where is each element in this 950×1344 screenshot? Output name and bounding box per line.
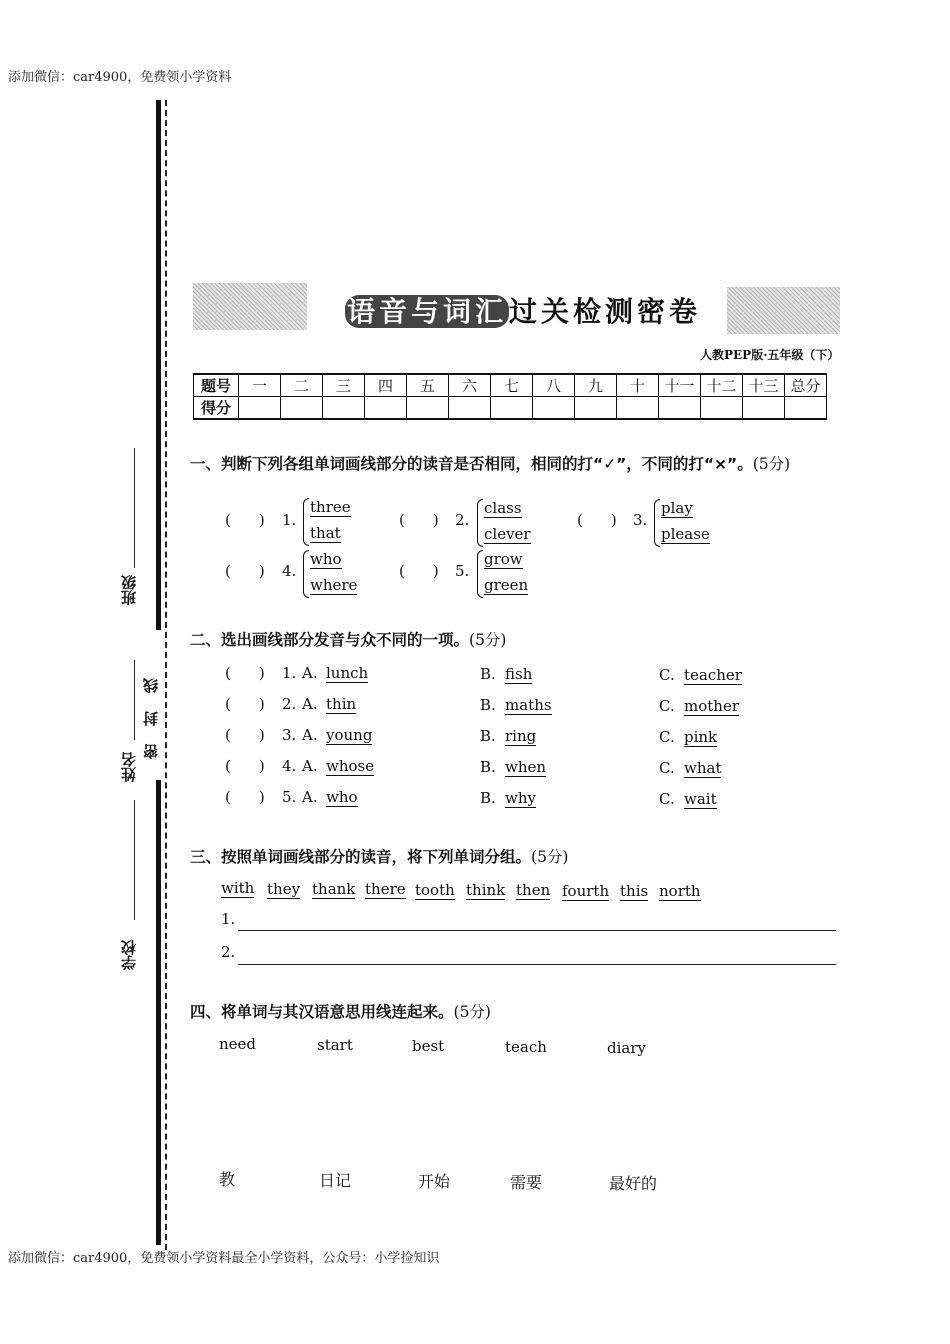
score-col: 十一 [659, 374, 701, 397]
answer-paren[interactable] [225, 695, 265, 713]
title-rest: 过关检测密卷 [509, 295, 702, 328]
answer-paren[interactable] [577, 511, 617, 529]
s2-option-b [505, 758, 546, 776]
paren-open: ( [225, 757, 231, 775]
s1-word-b [479, 521, 531, 547]
score-col: 十三 [743, 374, 785, 397]
s1-word-a [479, 546, 528, 572]
paren-close: ) [258, 562, 265, 580]
score-table [193, 373, 827, 420]
s2-option-c [684, 759, 721, 777]
score-cell[interactable] [575, 397, 617, 420]
score-col: 二 [281, 374, 323, 397]
s2-label-c: C. [659, 759, 675, 777]
s2-option-b-text: ring [505, 727, 537, 745]
score-cell[interactable] [449, 397, 491, 420]
s1-word-pair [656, 495, 710, 547]
score-cell[interactable] [239, 397, 281, 420]
name-label: 姓名 [120, 752, 138, 782]
section2-title-text: 二、选出画线部分发音与众不同的一项。 [190, 631, 470, 649]
s3-answer-line-2[interactable] [238, 964, 836, 965]
score-cell[interactable] [491, 397, 533, 420]
s1-word-a [479, 495, 531, 521]
brace-icon [654, 499, 660, 547]
name-blank[interactable] [134, 660, 135, 740]
section1-title [190, 452, 790, 474]
score-cell[interactable] [785, 397, 827, 420]
s2-option-c-text: pink [684, 728, 718, 746]
score-cell[interactable] [743, 397, 785, 420]
brace-icon [303, 550, 309, 598]
s4-chinese-word[interactable]: 需要 [510, 1173, 543, 1192]
score-col: 一 [239, 374, 281, 397]
score-cell[interactable] [323, 397, 365, 420]
s1-word-b [305, 520, 351, 546]
paren-open: ( [225, 511, 231, 529]
s2-option-a [326, 695, 356, 713]
paren-open: ( [577, 511, 583, 529]
s2-option-b [505, 665, 532, 683]
score-col: 六 [449, 374, 491, 397]
s1-word-b-text: green [484, 576, 529, 594]
answer-paren[interactable] [225, 562, 265, 580]
section4-title [190, 1000, 491, 1022]
s2-label-c: C. [659, 666, 675, 684]
s2-option-a [326, 726, 372, 744]
answer-paren[interactable] [225, 726, 265, 744]
school-blank[interactable] [134, 800, 135, 920]
score-col: 三 [323, 374, 365, 397]
s1-word-a-text: play [661, 499, 693, 517]
s1-word-pair [305, 546, 357, 598]
s2-option-c-text: what [684, 759, 722, 777]
section2-points: (5分) [469, 631, 507, 649]
score-cell[interactable] [281, 397, 323, 420]
s1-item-number: 4. [282, 562, 297, 580]
answer-paren[interactable] [225, 664, 265, 682]
s3-word: think [466, 881, 506, 899]
score-col: 七 [491, 374, 533, 397]
paren-open: ( [225, 664, 231, 682]
s2-label-a: A. [302, 788, 318, 806]
s2-option-a-text: young [326, 726, 373, 744]
answer-paren[interactable] [399, 511, 439, 529]
s2-item-number: 3. [282, 726, 297, 744]
binding-line-bottom [156, 780, 161, 1245]
score-col-total: 总分 [785, 374, 827, 397]
s4-english-word[interactable]: start [317, 1036, 353, 1054]
s2-item-number: 2. [282, 695, 297, 713]
paren-close: ) [258, 726, 265, 744]
seal-label: 密封线 [142, 660, 160, 759]
paren-close: ) [258, 664, 265, 682]
section1-points: (5分) [752, 455, 791, 473]
title-highlight: 语音与词汇 [347, 295, 508, 328]
s2-option-b-text: when [505, 758, 547, 776]
s4-english-word[interactable]: best [412, 1037, 445, 1055]
score-col: 五 [407, 374, 449, 397]
s2-label-b: B. [480, 727, 496, 745]
s1-word-b-text: please [661, 525, 710, 543]
s1-item-number: 2. [455, 511, 470, 529]
s2-label-c: C. [659, 790, 675, 808]
s2-option-b-text: why [505, 789, 536, 807]
s3-line-number: 2. [221, 943, 236, 961]
section4-title-text: 四、将单词与其汉语意思用线连起来。 [190, 1003, 454, 1021]
watermark-top: 添加微信：car4900，免费领小学资料 [8, 70, 232, 85]
s2-label-b: B. [480, 696, 496, 714]
score-cell[interactable] [659, 397, 701, 420]
header-texture-left [193, 283, 307, 330]
s2-item-number: 4. [282, 757, 297, 775]
score-col: 九 [575, 374, 617, 397]
s1-word-a-text: who [310, 550, 342, 568]
s2-label-a: A. [302, 726, 318, 744]
s2-option-c-text: mother [684, 697, 739, 715]
s2-option-b-text: fish [505, 665, 533, 683]
s2-item-number: 1. [282, 664, 297, 682]
s1-word-a [656, 495, 710, 521]
s2-option-c [684, 666, 742, 684]
s3-word: tooth [415, 881, 455, 899]
s1-word-pair [479, 546, 528, 598]
score-cell[interactable] [701, 397, 743, 420]
section4-points: (5分) [453, 1003, 491, 1021]
s2-label-b: B. [480, 758, 496, 776]
s4-english-word[interactable]: diary [607, 1039, 646, 1057]
paren-close: ) [610, 511, 617, 529]
s3-word: with [221, 879, 255, 897]
answer-paren[interactable] [225, 757, 265, 775]
s2-item-number: 5. [282, 788, 297, 806]
s1-word-b-text: clever [484, 525, 531, 543]
s2-label-b: B. [480, 665, 496, 683]
binding-line-top [156, 100, 161, 630]
s2-option-a [326, 757, 374, 775]
paren-open: ( [225, 562, 231, 580]
s3-line-number: 1. [221, 910, 236, 928]
paren-open: ( [225, 726, 231, 744]
s3-word: they [267, 880, 301, 898]
score-row-label: 题号 [194, 374, 239, 397]
score-col: 十 [617, 374, 659, 397]
s2-label-c: C. [659, 697, 675, 715]
s2-option-b-text: maths [505, 696, 552, 714]
s2-option-b [505, 727, 536, 745]
score-row-label: 得分 [194, 397, 239, 420]
s1-word-a [305, 546, 357, 572]
s4-english-word[interactable]: need [219, 1035, 257, 1053]
score-cell[interactable] [533, 397, 575, 420]
answer-paren[interactable] [399, 562, 439, 580]
watermark-bottom: 添加微信：car4900，免费领小学资料最全小学资料，公众号：小学捡知识 [8, 1251, 440, 1266]
s2-option-a-text: lunch [326, 664, 369, 682]
brace-icon [303, 498, 309, 546]
s3-word: then [516, 881, 551, 899]
paren-close: ) [258, 511, 265, 529]
s2-option-a [326, 788, 358, 806]
s2-label-a: A. [302, 664, 318, 682]
s2-label-a: A. [302, 695, 318, 713]
s1-word-b [479, 572, 528, 598]
s4-chinese-word[interactable]: 开始 [418, 1172, 451, 1191]
section2-title [190, 628, 506, 650]
section3-title-text: 三、按照单词画线部分的读音，将下列单词分组。 [190, 848, 532, 866]
paren-open: ( [399, 562, 405, 580]
header-texture-right [727, 287, 840, 334]
s2-label-c: C. [659, 728, 675, 746]
s3-word: fourth [562, 882, 610, 900]
paren-close: ) [432, 562, 439, 580]
s2-option-c [684, 790, 717, 808]
s2-option-a [326, 664, 368, 682]
answer-paren[interactable] [225, 511, 265, 529]
score-col: 四 [365, 374, 407, 397]
s2-option-a-text: who [326, 788, 358, 806]
score-col: 十二 [701, 374, 743, 397]
s1-word-b [305, 572, 357, 598]
s3-word: there [365, 880, 406, 898]
s1-word-a-text: class [484, 499, 522, 517]
s2-option-c [684, 697, 739, 715]
score-col: 八 [533, 374, 575, 397]
score-cell[interactable] [365, 397, 407, 420]
paren-close: ) [258, 695, 265, 713]
page-title [345, 290, 701, 330]
paren-close: ) [258, 788, 265, 806]
s2-option-a-text: whose [326, 757, 375, 775]
s3-answer-line-1[interactable] [238, 930, 836, 931]
s1-item-number: 1. [282, 511, 297, 529]
paren-close: ) [432, 511, 439, 529]
s3-word: thank [312, 880, 356, 898]
s2-option-c-text: teacher [684, 666, 742, 684]
s1-word-a-text: three [310, 498, 351, 516]
s2-option-c-text: wait [684, 790, 717, 808]
s1-word-a [305, 494, 351, 520]
s2-option-b [505, 789, 536, 807]
s1-word-b-text: where [310, 576, 358, 594]
section3-title [190, 845, 568, 867]
s1-word-a-text: grow [484, 550, 523, 568]
school-label: 学校 [120, 940, 138, 970]
s1-item-number: 3. [633, 511, 648, 529]
s2-label-b: B. [480, 789, 496, 807]
s2-label-a: A. [302, 757, 318, 775]
brace-icon [477, 550, 483, 598]
s1-word-b-text: that [310, 524, 341, 542]
class-label: 班级 [120, 575, 138, 605]
s4-chinese-word[interactable]: 日记 [319, 1171, 352, 1190]
paren-open: ( [399, 511, 405, 529]
paren-open: ( [225, 695, 231, 713]
s3-word: north [659, 882, 701, 900]
s2-option-b [505, 696, 552, 714]
s1-item-number: 5. [455, 562, 470, 580]
s2-option-c [684, 728, 717, 746]
s1-word-pair [305, 494, 351, 546]
paren-open: ( [225, 788, 231, 806]
section3-points: (5分) [531, 848, 569, 866]
class-blank[interactable] [134, 448, 135, 568]
score-cell[interactable] [407, 397, 449, 420]
s4-english-word[interactable]: teach [505, 1038, 547, 1056]
answer-paren[interactable] [225, 788, 265, 806]
s3-word: this [620, 882, 649, 900]
brace-icon [477, 499, 483, 547]
paren-close: ) [258, 757, 265, 775]
s1-word-pair [479, 495, 531, 547]
section1-title-text: 一、判断下列各组单词画线部分的读音是否相同，相同的打“✓”，不同的打“×”。 [190, 455, 753, 473]
edition-label: 人教PEP版·五年级（下） [700, 348, 840, 362]
s1-word-b [656, 521, 710, 547]
s2-option-a-text: thin [326, 695, 357, 713]
s4-chinese-word[interactable]: 最好的 [609, 1174, 658, 1193]
s4-chinese-word[interactable]: 教 [219, 1170, 236, 1189]
score-cell[interactable] [617, 397, 659, 420]
seal-dashed-line [165, 100, 167, 1250]
